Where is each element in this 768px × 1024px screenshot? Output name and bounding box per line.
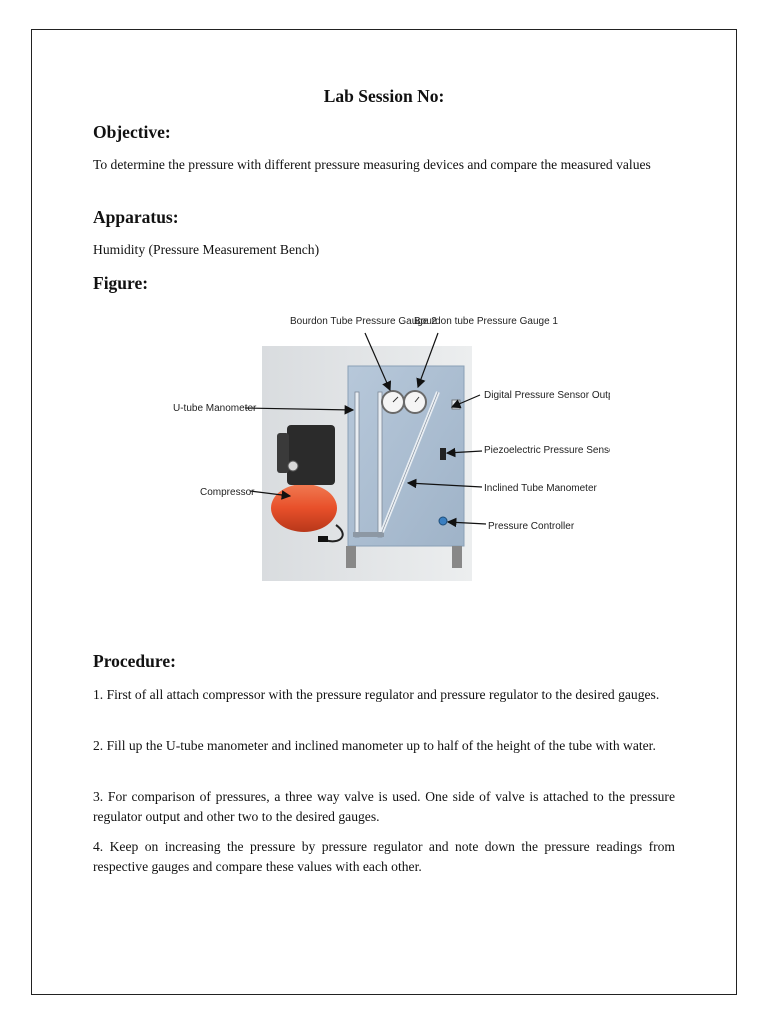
u-tube-right-leg	[378, 392, 382, 537]
page-title: Lab Session No:	[323, 86, 445, 106]
panel-foot-right	[452, 546, 462, 568]
procedure-step-2: 2. Fill up the U-tube manometer and inclined manometer up to half of the height of the tube with water.	[93, 738, 656, 753]
compressor-wheel	[318, 536, 328, 542]
label-inclined: Inclined Tube Manometer	[484, 483, 597, 494]
apparatus-text: Humidity (Pressure Measurement Bench)	[93, 242, 320, 257]
label-u-tube: U-tube Manometer	[173, 403, 257, 414]
label-gauge-2: Bourdon Tube Pressure Gauge 2	[290, 316, 437, 327]
apparatus-illustration	[160, 300, 610, 590]
pressure-controller-knob	[439, 517, 447, 525]
label-controller: Pressure Controller	[488, 521, 575, 532]
compressor-motor	[287, 425, 335, 485]
compressor-gauge	[288, 461, 298, 471]
objective-text: To determine the pressure with different pressure measuring devices and compare the measured values	[93, 157, 651, 172]
u-tube-base	[353, 532, 384, 537]
apparatus-figure	[160, 300, 610, 590]
objective-heading: Objective:	[93, 122, 171, 142]
procedure-step-4: 4. Keep on increasing the pressure by pressure regulator and note down the pressure readings from respective gauges and compare these values with each other.	[93, 839, 675, 874]
piezoelectric-sensor	[440, 448, 446, 460]
compressor-handle	[277, 433, 289, 473]
label-gauge-1: Bourdon tube Pressure Gauge 1	[414, 316, 558, 327]
procedure-step-3: 3. For comparison of pressures, a three way valve is used. One side of valve is attached to the pressure regulator output and other two to the desired gauges.	[93, 789, 675, 824]
apparatus-heading: Apparatus:	[93, 207, 179, 227]
label-digital: Digital Pressure Sensor Output	[484, 390, 610, 401]
label-compressor: Compressor	[200, 487, 255, 498]
compressor-tank	[271, 484, 337, 532]
panel-foot-left	[346, 546, 356, 568]
procedure-heading: Procedure:	[93, 651, 176, 671]
u-tube-left-leg	[355, 392, 359, 537]
figure-heading: Figure:	[93, 273, 149, 293]
procedure-step-1: 1. First of all attach compressor with the pressure regulator and pressure regulator to the desired gauges.	[93, 687, 660, 702]
label-piezo: Piezoelectric Pressure Sensor	[484, 445, 610, 456]
